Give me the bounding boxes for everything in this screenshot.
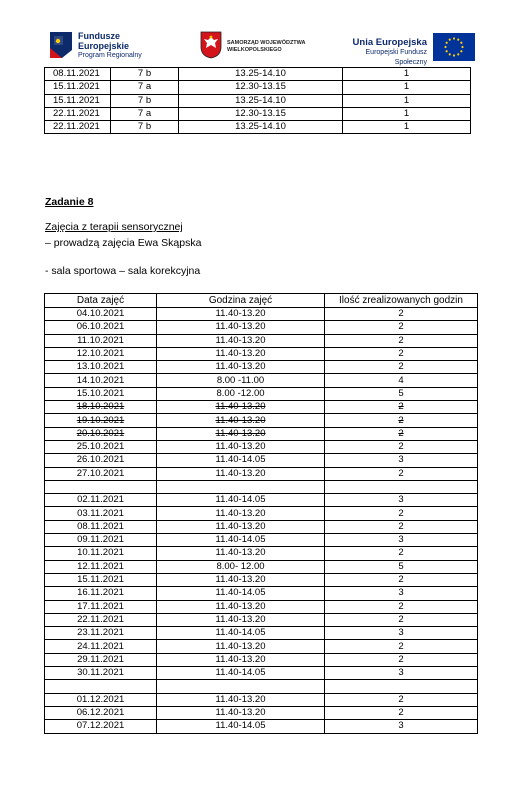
cell-time: 11.40-13.20 (157, 706, 325, 719)
table-row (45, 640, 478, 653)
fe-line1: Fundusze (78, 31, 120, 41)
cell-time: 11.40-13.20 (157, 401, 325, 414)
cell-hours: 2 (325, 440, 478, 453)
cell-time: 11.40-14.05 (157, 667, 325, 680)
fe-line2: Europejskie (78, 41, 130, 51)
cell-time: 8.00 -12.00 (157, 387, 325, 400)
cell-hours: 1 (343, 121, 471, 134)
cell-hours: 2 (325, 334, 478, 347)
eu-star-icon (457, 39, 459, 41)
table-row (45, 321, 478, 334)
table-row (45, 334, 478, 347)
table-row (45, 680, 478, 693)
cell-hours: 2 (325, 414, 478, 427)
table-row (45, 94, 471, 107)
cell-time: 11.40-14.05 (157, 494, 325, 507)
cell-date: 26.10.2021 (45, 454, 157, 467)
cell-date: 12.11.2021 (45, 560, 157, 573)
cell-date: 22.11.2021 (45, 121, 111, 134)
cell-time: 11.40-13.20 (157, 414, 325, 427)
table-row (45, 507, 478, 520)
section-title: Zadanie 8 (45, 196, 94, 208)
section-instructor: – prowadzą zajęcia Ewa Skąpska (45, 237, 202, 249)
cell-time (157, 480, 325, 493)
eu-star-icon (457, 53, 459, 55)
cell-time: 11.40-13.20 (157, 308, 325, 321)
table-row (45, 81, 471, 94)
cell-date: 08.11.2021 (45, 520, 157, 533)
cell-date: 16.11.2021 (45, 587, 157, 600)
cell-time: 11.40-14.05 (157, 587, 325, 600)
cell-date: 06.10.2021 (45, 321, 157, 334)
cell-time: 11.40-14.05 (157, 454, 325, 467)
cell-date: 19.10.2021 (45, 414, 157, 427)
unia-europejska-logo (350, 30, 475, 64)
ue-line1: Unia Europejska (352, 37, 427, 48)
cell-hours: 3 (325, 587, 478, 600)
cell-time: 11.40-13.20 (157, 547, 325, 560)
cell-time: 12.30-13.15 (179, 81, 343, 94)
cell-hours: 2 (325, 613, 478, 626)
cell-date: 10.11.2021 (45, 547, 157, 560)
cell-date: 23.11.2021 (45, 627, 157, 640)
cell-hours: 3 (325, 667, 478, 680)
cell-date: 25.10.2021 (45, 440, 157, 453)
fundusze-europejskie-logo (50, 30, 190, 64)
table-row (45, 427, 478, 440)
cell-date: 30.11.2021 (45, 667, 157, 680)
cell-date: 07.12.2021 (45, 720, 157, 733)
cell-time: 11.40-13.20 (157, 693, 325, 706)
table-row (45, 520, 478, 533)
cell-time: 11.40-13.20 (157, 440, 325, 453)
cell-time: 8.00 -11.00 (157, 374, 325, 387)
cell-hours: 2 (325, 600, 478, 613)
cell-hours: 1 (343, 68, 471, 81)
cell-date: 29.11.2021 (45, 653, 157, 666)
cell-hours: 2 (325, 321, 478, 334)
eu-star-icon (453, 37, 455, 39)
cell-hours: 1 (343, 81, 471, 94)
cell-date: 22.11.2021 (45, 613, 157, 626)
cell-time: 11.40-14.05 (157, 720, 325, 733)
cell-time: 8.00- 12.00 (157, 560, 325, 573)
cell-date: 09.11.2021 (45, 534, 157, 547)
cell-date: 14.10.2021 (45, 374, 157, 387)
cell-hours: 2 (325, 573, 478, 586)
table-header-row (45, 294, 478, 308)
cell-date: 20.10.2021 (45, 427, 157, 440)
logo-bar (50, 30, 475, 64)
table-row (45, 600, 478, 613)
cell-date: 11.10.2021 (45, 334, 157, 347)
cell-date: 24.11.2021 (45, 640, 157, 653)
cell-time: 11.40-13.20 (157, 507, 325, 520)
table-row (45, 414, 478, 427)
table-row (45, 547, 478, 560)
cell-hours: 2 (325, 401, 478, 414)
cell-hours: 2 (325, 547, 478, 560)
cell-hours: 4 (325, 374, 478, 387)
cell-hours: 3 (325, 454, 478, 467)
cell-hours: 3 (325, 534, 478, 547)
cell-hours: 5 (325, 387, 478, 400)
cell-date: 17.11.2021 (45, 600, 157, 613)
cell-time: 12.30-13.15 (179, 107, 343, 120)
cell-hours: 2 (325, 427, 478, 440)
fundusze-europejskie-mark-icon (50, 32, 72, 58)
cell-hours: 2 (325, 347, 478, 360)
cell-hours: 2 (325, 308, 478, 321)
table-row (45, 467, 478, 480)
table-row (45, 667, 478, 680)
cell-time: 11.40-14.05 (157, 534, 325, 547)
cell-class: 7 a (111, 81, 179, 94)
table-row (45, 587, 478, 600)
cell-hours: 3 (325, 720, 478, 733)
cell-hours (325, 680, 478, 693)
cell-time: 11.40-13.20 (157, 640, 325, 653)
table-row (45, 401, 478, 414)
eu-star-icon (460, 42, 462, 44)
table-row (45, 121, 471, 134)
cell-date: 12.10.2021 (45, 347, 157, 360)
table-row (45, 440, 478, 453)
cell-date: 01.12.2021 (45, 693, 157, 706)
cell-hours (325, 480, 478, 493)
eu-star-icon (449, 53, 451, 55)
cell-class: 7 a (111, 107, 179, 120)
cell-time: 11.40-14.05 (157, 627, 325, 640)
eu-star-icon (453, 54, 455, 56)
cell-date: 18.10.2021 (45, 401, 157, 414)
cell-time: 11.40-13.20 (157, 573, 325, 586)
section-location: - sala sportowa – sala korekcyjna (45, 265, 201, 277)
section-subtitle: Zajęcia z terapii sensorycznej (45, 221, 183, 233)
cell-date: 08.11.2021 (45, 68, 111, 81)
cell-time (157, 680, 325, 693)
cell-time: 11.40-13.20 (157, 613, 325, 626)
cell-time: 11.40-13.20 (157, 321, 325, 334)
fe-line3: Program Regionalny (78, 52, 142, 59)
cell-hours: 2 (325, 361, 478, 374)
cell-hours: 2 (325, 653, 478, 666)
table-row (45, 361, 478, 374)
ue-line2: Europejski Fundusz Społeczny (365, 49, 427, 66)
cell-time: 13.25-14.10 (179, 94, 343, 107)
cell-class: 7 b (111, 94, 179, 107)
cell-hours: 2 (325, 706, 478, 719)
table-row (45, 347, 478, 360)
wlkp-line2: WIELKOPOLSKIEGO (227, 46, 282, 53)
table-row (45, 107, 471, 120)
cell-date: 06.12.2021 (45, 706, 157, 719)
cell-hours: 2 (325, 520, 478, 533)
cell-time: 11.40-13.20 (157, 361, 325, 374)
table-row (45, 480, 478, 493)
cell-time: 13.25-14.10 (179, 121, 343, 134)
cell-time: 11.40-13.20 (157, 347, 325, 360)
wlkp-line1: SAMORZĄD WOJEWÓDZTWA (227, 40, 306, 46)
eu-star-icon (446, 42, 448, 44)
eu-star-icon (444, 46, 446, 48)
header-date: Data zajęć (45, 294, 157, 308)
table-row (45, 308, 478, 321)
table-row (45, 653, 478, 666)
cell-hours: 1 (343, 94, 471, 107)
table-row (45, 706, 478, 719)
cell-date: 22.11.2021 (45, 107, 111, 120)
table-row (45, 613, 478, 626)
cell-date: 15.11.2021 (45, 81, 111, 94)
cell-date: 15.11.2021 (45, 573, 157, 586)
cell-class: 7 b (111, 121, 179, 134)
schedule-table-previous (44, 67, 471, 134)
cell-date: 15.10.2021 (45, 387, 157, 400)
cell-time: 13.25-14.10 (179, 68, 343, 81)
table-row (45, 627, 478, 640)
cell-time: 11.40-13.20 (157, 600, 325, 613)
cell-hours: 5 (325, 560, 478, 573)
cell-time: 11.40-13.20 (157, 427, 325, 440)
table-row (45, 534, 478, 547)
wielkopolska-eagle-shield-icon (200, 31, 222, 59)
cell-hours: 3 (325, 494, 478, 507)
cell-hours: 2 (325, 507, 478, 520)
table-row (45, 68, 471, 81)
cell-hours: 1 (343, 107, 471, 120)
cell-date: 13.10.2021 (45, 361, 157, 374)
eu-star-icon (449, 39, 451, 41)
cell-time: 11.40-13.20 (157, 520, 325, 533)
cell-date (45, 480, 157, 493)
cell-date: 02.11.2021 (45, 494, 157, 507)
sensory-therapy-schedule-table (44, 293, 478, 734)
wielkopolska-logo (200, 30, 310, 64)
eu-star-icon (446, 50, 448, 52)
cell-time: 11.40-13.20 (157, 334, 325, 347)
cell-hours: 2 (325, 467, 478, 480)
cell-date: 04.10.2021 (45, 308, 157, 321)
cell-time: 11.40-13.20 (157, 653, 325, 666)
cell-hours: 2 (325, 640, 478, 653)
cell-date: 15.11.2021 (45, 94, 111, 107)
cell-hours: 2 (325, 693, 478, 706)
table-row (45, 693, 478, 706)
eu-star-icon (460, 50, 462, 52)
table-row (45, 494, 478, 507)
cell-date: 03.11.2021 (45, 507, 157, 520)
header-time: Godzina zajęć (157, 294, 325, 308)
header-hours: Ilość zrealizowanych godzin (325, 294, 478, 308)
table-row (45, 720, 478, 733)
eu-flag-icon (433, 33, 475, 61)
cell-date: 27.10.2021 (45, 467, 157, 480)
eu-star-icon (461, 46, 463, 48)
table-row (45, 387, 478, 400)
table-row (45, 560, 478, 573)
table-row (45, 573, 478, 586)
cell-time: 11.40-13.20 (157, 467, 325, 480)
cell-class: 7 b (111, 68, 179, 81)
table-row (45, 454, 478, 467)
table-row (45, 374, 478, 387)
cell-hours: 3 (325, 627, 478, 640)
cell-date (45, 680, 157, 693)
